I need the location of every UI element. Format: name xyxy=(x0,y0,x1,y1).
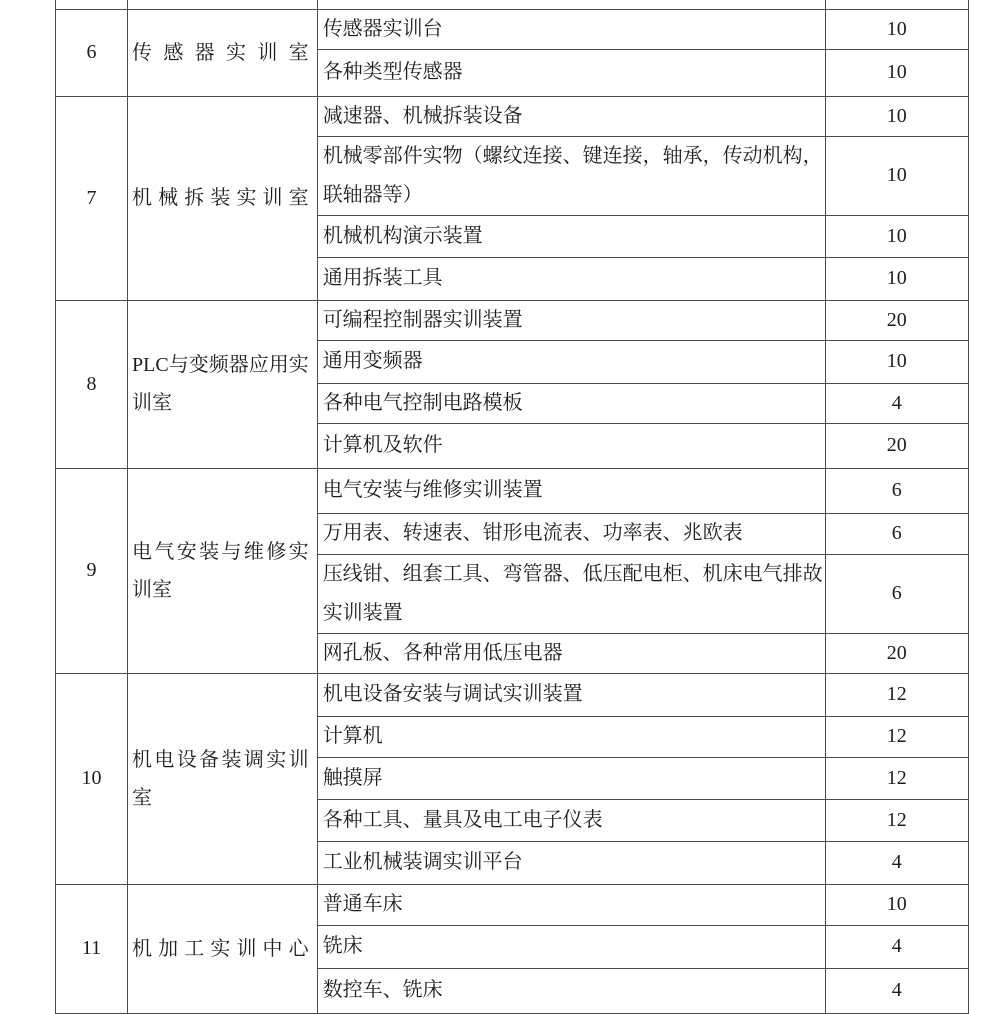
quantity-cell: 12 xyxy=(825,673,968,716)
quantity-cell: 10 xyxy=(825,215,968,257)
table-row xyxy=(56,300,969,340)
quantity-cell: 10 xyxy=(825,136,968,215)
equipment-name-cell: 网孔板、各种常用低压电器 xyxy=(317,633,825,673)
room-name-line: 训室 xyxy=(132,392,172,414)
stub-cell xyxy=(825,0,968,9)
quantity-cell: 12 xyxy=(825,799,968,841)
quantity-cell: 10 xyxy=(825,9,968,49)
table-row xyxy=(56,673,969,716)
equipment-name-cell: 可编程控制器实训装置 xyxy=(317,300,825,340)
equipment-name-cell: 各种类型传感器 xyxy=(317,49,825,96)
clipped-row-stub xyxy=(56,0,969,9)
row-number-cell: 10 xyxy=(56,673,128,884)
equipment-name-cell: 数控车、铣床 xyxy=(317,968,825,1013)
room-name-line: 机 加 工 实 训 中 心 xyxy=(132,937,309,960)
quantity-cell: 20 xyxy=(825,633,968,673)
equipment-name-cell: 铣床 xyxy=(317,925,825,968)
quantity-cell: 6 xyxy=(825,554,968,633)
room-name-cell xyxy=(128,468,318,673)
table-row xyxy=(56,9,969,49)
room-name-line: 机 电 设 备 装 调 实 训 xyxy=(132,748,309,771)
equipment-name-cell: 触摸屏 xyxy=(317,757,825,799)
room-name-cell xyxy=(128,884,318,1013)
quantity-cell: 4 xyxy=(825,841,968,884)
room-name-line: 训室 xyxy=(132,578,172,601)
row-number-cell: 11 xyxy=(56,884,128,1013)
room-name-line: 传 感 器 实 训 室 xyxy=(132,41,309,64)
equipment-name-cell: 减速器、机械拆装设备 xyxy=(317,96,825,136)
equipment-name-cell: 计算机及软件 xyxy=(317,423,825,468)
equipment-name-cell: 万用表、转速表、钳形电流表、功率表、兆欧表 xyxy=(317,513,825,554)
table-row xyxy=(56,884,969,925)
quantity-cell: 12 xyxy=(825,716,968,757)
quantity-cell: 10 xyxy=(825,340,968,383)
equipment-name-cell: 机械零部件实物（螺纹连接、键连接，轴承，传动机构，联轴器等） xyxy=(317,136,825,215)
equipment-name-cell: 通用变频器 xyxy=(317,340,825,383)
quantity-cell: 12 xyxy=(825,757,968,799)
row-number-cell: 6 xyxy=(56,9,128,96)
row-number-cell: 7 xyxy=(56,96,128,300)
equipment-name-cell: 压线钳、组套工具、弯管器、低压配电柜、机床电气排故实训装置 xyxy=(317,554,825,633)
row-number-cell: 8 xyxy=(56,300,128,468)
quantity-cell: 4 xyxy=(825,968,968,1013)
stub-cell xyxy=(56,0,128,9)
quantity-cell: 20 xyxy=(825,423,968,468)
equipment-name-cell: 普通车床 xyxy=(317,884,825,925)
stub-cell xyxy=(317,0,825,9)
equipment-table xyxy=(55,0,969,1014)
equipment-name-cell: 机电设备安装与调试实训装置 xyxy=(317,673,825,716)
quantity-cell: 6 xyxy=(825,468,968,513)
row-number-cell: 9 xyxy=(56,468,128,673)
quantity-cell: 4 xyxy=(825,925,968,968)
quantity-cell: 6 xyxy=(825,513,968,554)
equipment-name-cell: 通用拆装工具 xyxy=(317,257,825,300)
room-name-line: PLC 与 变 频 器 应 用 实 xyxy=(132,354,309,376)
room-name-cell xyxy=(128,300,318,468)
quantity-cell: 10 xyxy=(825,884,968,925)
quantity-cell: 10 xyxy=(825,257,968,300)
equipment-name-cell: 传感器实训台 xyxy=(317,9,825,49)
room-name-cell xyxy=(128,673,318,884)
room-name-line: 电 气 安 装 与 维 修 实 xyxy=(132,540,309,563)
room-name-cell xyxy=(128,96,318,300)
room-name-cell xyxy=(128,9,318,96)
equipment-name-cell: 各种电气控制电路模板 xyxy=(317,383,825,423)
equipment-table-body xyxy=(56,0,969,1013)
table-row xyxy=(56,96,969,136)
equipment-name-cell: 工业机械装调实训平台 xyxy=(317,841,825,884)
room-name-line: 机 械 拆 装 实 训 室 xyxy=(132,187,309,209)
equipment-name-cell: 计算机 xyxy=(317,716,825,757)
quantity-cell: 10 xyxy=(825,49,968,96)
table-row xyxy=(56,468,969,513)
equipment-name-cell: 电气安装与维修实训装置 xyxy=(317,468,825,513)
quantity-cell: 10 xyxy=(825,96,968,136)
equipment-name-cell: 各种工具、量具及电工电子仪表 xyxy=(317,799,825,841)
room-name-line: 室 xyxy=(132,786,152,809)
stub-cell xyxy=(128,0,318,9)
quantity-cell: 4 xyxy=(825,383,968,423)
quantity-cell: 20 xyxy=(825,300,968,340)
equipment-name-cell: 机械机构演示装置 xyxy=(317,215,825,257)
